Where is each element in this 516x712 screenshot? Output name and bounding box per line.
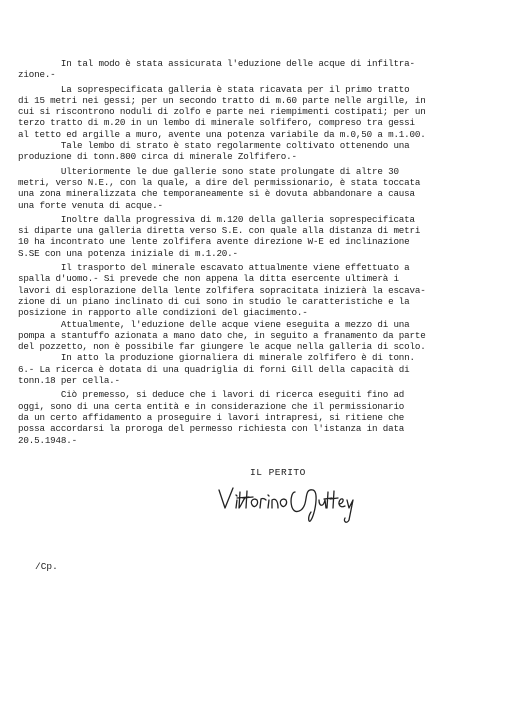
- text-line: cui si riscontrono noduli di zolfo e parte nei riempimenti costipati; per un: [18, 106, 426, 118]
- text-line: metri, verso N.E., con la quale, a dire del permissionario, è stata toccata: [18, 176, 421, 188]
- paragraph-conclusion: [18, 389, 504, 445]
- text-line: posizione in rapporto alle condizioni del giacimento.-: [18, 307, 308, 319]
- text-line: pompa a stantuffo azionata a mano dato che, in seguito a franamento da parte: [18, 329, 426, 341]
- text-line: S.SE con una potenza iniziale di m.1.20.-: [18, 247, 238, 259]
- text-line: tonn.18 per cella.-: [18, 375, 120, 387]
- text-line: lavori di esplorazione della lente zolfifera sopracitata inizierà la escava-: [18, 284, 426, 296]
- text-line: oggi, sono di una certa entità e in considerazione che il permissionario: [18, 400, 405, 412]
- paragraph-gallery-description: [18, 84, 504, 163]
- text-line: 6.- La ricerca è dotata di una quadriglia di forni Gill della capacità di: [18, 363, 410, 375]
- paragraph-sulfur-lens: [18, 214, 504, 259]
- report-body: [18, 58, 504, 446]
- text-line: zione.-: [18, 69, 56, 81]
- text-line: Il trasporto del minerale escavato attualmente viene effettuato a: [18, 262, 410, 274]
- text-line: di 15 metri nei gessi; per un secondo tratto di m.60 parte nelle argille, in: [18, 94, 426, 106]
- text-line: spalla d'uomo.- Si prevede che non appena la ditta esercente ultimerà i: [18, 273, 399, 285]
- paragraph-transport-production: [18, 262, 504, 386]
- text-line: Inoltre dalla progressiva di m.120 della galleria soprespecificata: [18, 213, 415, 225]
- text-line: In atto la produzione giornaliera di minerale zolfifero è di tonn.: [18, 352, 415, 364]
- text-line: al tetto ed argille a muro, avente una potenza variabile da m.0,50 a m.1.00.: [18, 128, 426, 140]
- paragraph-gallery-extension: [18, 166, 504, 211]
- text-line: possa accordarsi la proroga del permesso richiesta con l'istanza in data: [18, 423, 405, 435]
- handwritten-signature: [215, 478, 365, 531]
- signature-graphic: [215, 478, 365, 526]
- text-line: Ulteriormente le due gallerie sono state prolungate di altre 30: [18, 165, 399, 177]
- text-line: Attualmente, l'eduzione delle acque viene eseguita a mezzo di una: [18, 318, 410, 330]
- text-line: da un certo affidamento a proseguire i lavori intrapresi, si ritiene che: [18, 411, 405, 423]
- text-line: Ciò premesso, si deduce che i lavori di ricerca eseguiti fino ad: [18, 389, 405, 401]
- signature-title: IL PERITO: [250, 467, 306, 478]
- text-line: Tale lembo di strato è stato regolarmente coltivato ottenendo una: [18, 140, 410, 152]
- text-line: terzo tratto di m.20 in un lembo di minerale solfifero, compreso tra gessi: [18, 117, 415, 129]
- text-line: La soprespecificata galleria è stata ricavata per il primo tratto: [18, 83, 410, 95]
- text-line: produzione di tonn.800 circa di minerale Zolfifero.-: [18, 151, 297, 163]
- reference-initials: /Cp.: [35, 561, 58, 572]
- text-line: una zona mineralizzata che temporaneamente si è dovuta abbandonare a causa: [18, 188, 415, 200]
- text-line: una forte venuta di acque.-: [18, 199, 163, 211]
- text-line: del pozzetto, non è possibile far giungere le acque nella galleria di scolo.: [18, 341, 426, 353]
- text-line: zione di un piano inclinato di cui sono in studio le caratteristiche e la: [18, 295, 410, 307]
- paragraph-water-drainage: [18, 58, 504, 81]
- text-line: In tal modo è stata assicurata l'eduzione delle acque di infiltra-: [18, 58, 415, 69]
- text-line: 10 ha incontrato une lente zolfifera avente direzione W-E ed inclinazione: [18, 236, 410, 248]
- text-line: si diparte una galleria diretta verso S.E. con quale alla distanza di metri: [18, 225, 421, 237]
- text-line: 20.5.1948.-: [18, 434, 77, 446]
